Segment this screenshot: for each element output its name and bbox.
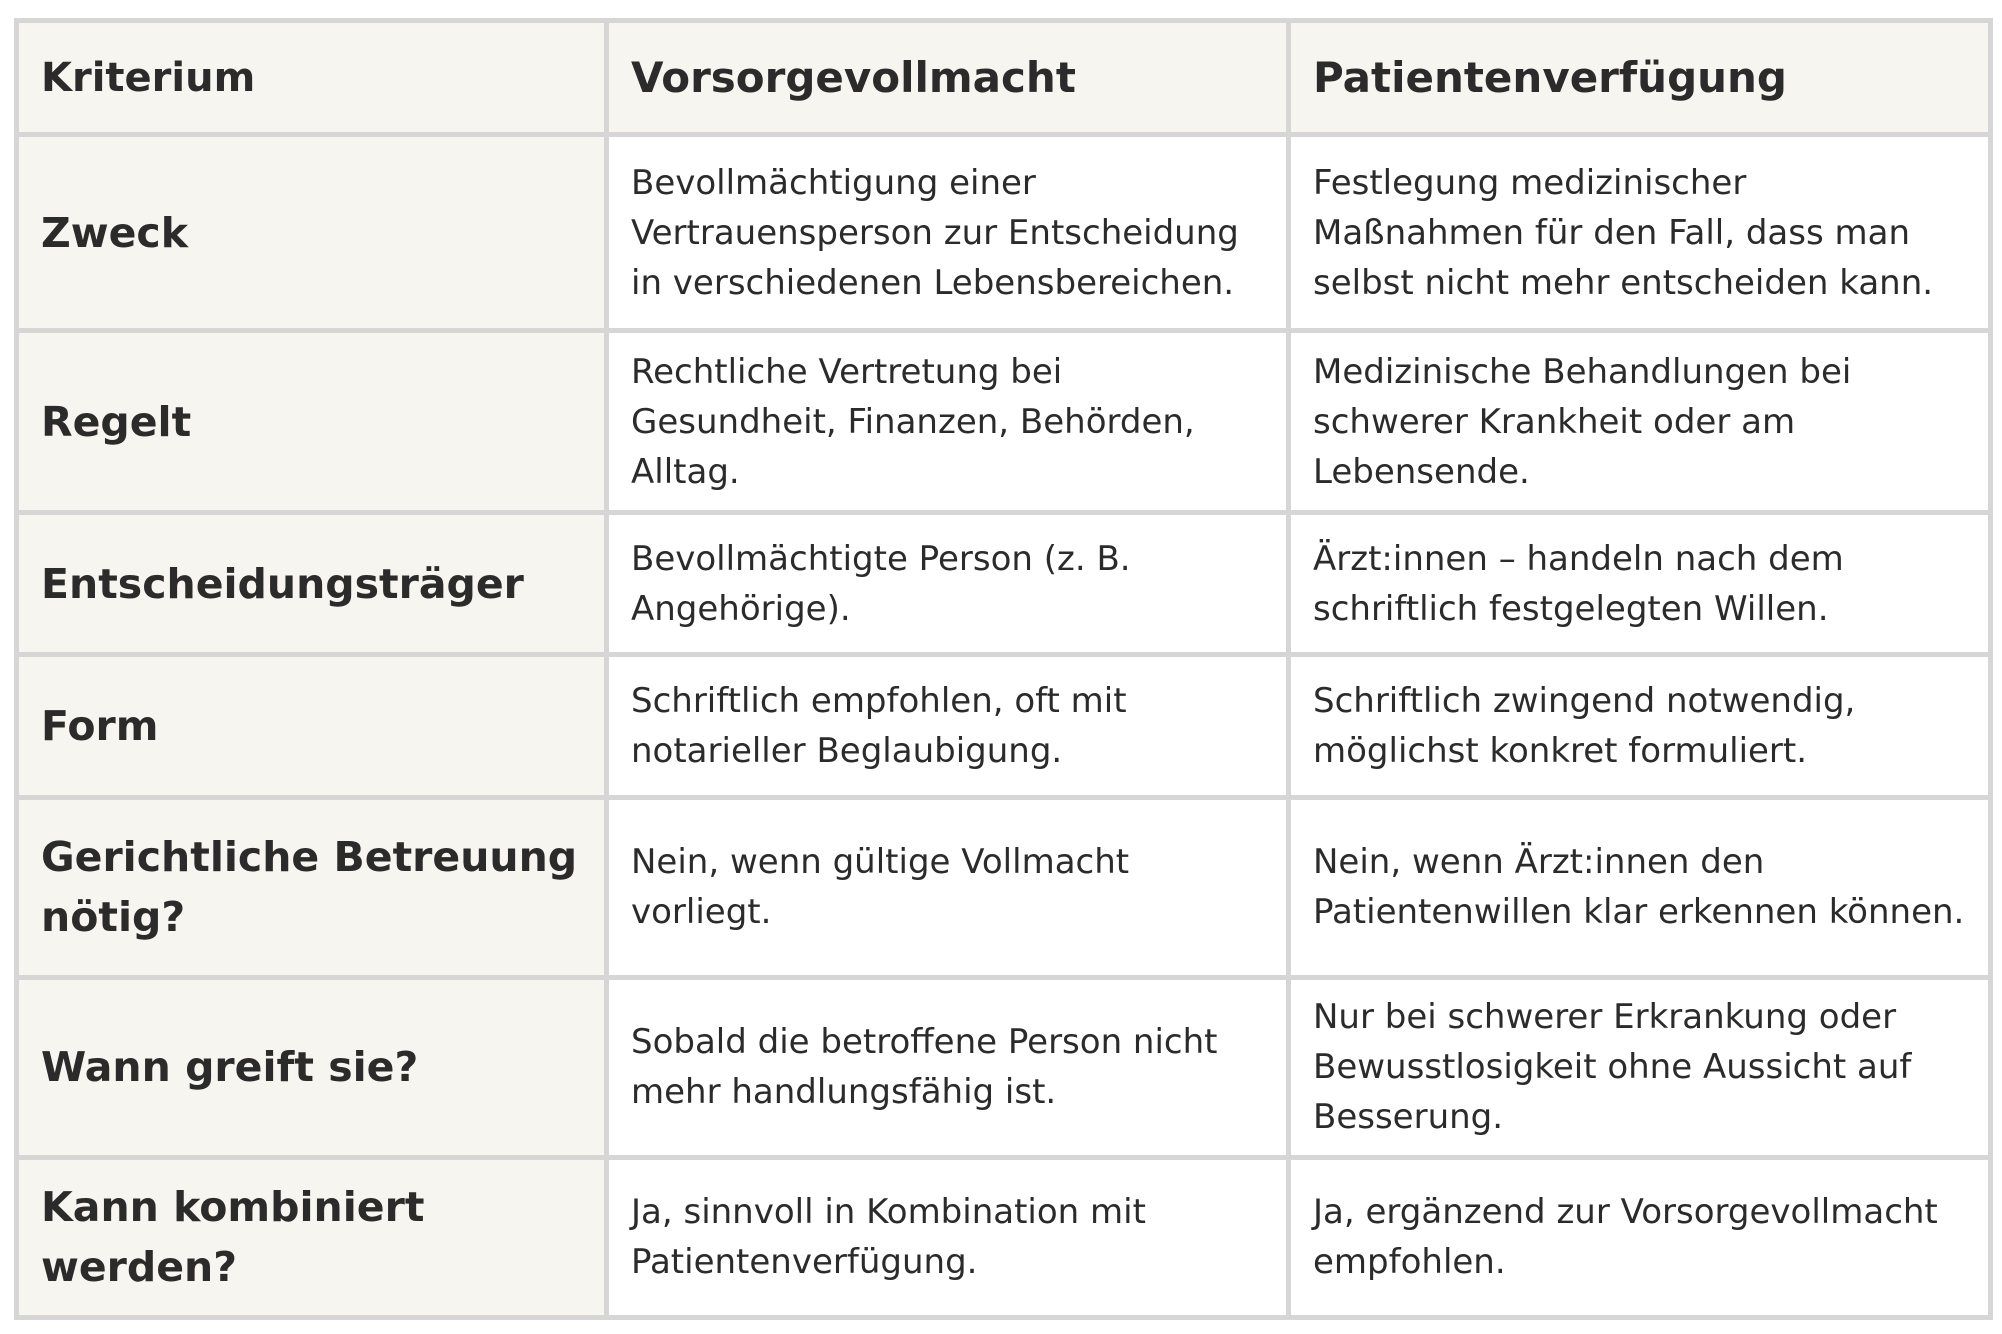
vollmacht-cell: Ja, sinnvoll in Kombination mit Patientenverfügung.: [607, 1157, 1289, 1317]
verfuegung-cell: Medizinische Behandlungen bei schwerer Krankheit oder am Lebensende.: [1289, 331, 1991, 513]
header-criterion: Kriterium: [17, 21, 607, 135]
table-row: [17, 1157, 1991, 1317]
table-body: [17, 135, 1991, 1318]
table-row: [17, 331, 1991, 513]
criterion-cell: Kann kombiniert werden?: [17, 1157, 607, 1317]
comparison-table: [14, 18, 1993, 1320]
verfuegung-cell: Schriftlich zwingend notwendig, möglichst konkret formuliert.: [1289, 655, 1991, 797]
verfuegung-cell: Ja, ergänzend zur Vorsorgevollmacht empfohlen.: [1289, 1157, 1991, 1317]
vollmacht-cell: Sobald die betroffene Person nicht mehr handlungsfähig ist.: [607, 977, 1289, 1157]
vollmacht-cell: Rechtliche Vertretung bei Gesundheit, Finanzen, Behörden, Alltag.: [607, 331, 1289, 513]
criterion-cell: Zweck: [17, 135, 607, 331]
criterion-cell: Entscheidungsträger: [17, 513, 607, 655]
vollmacht-cell: Bevollmächtigung einer Vertrauensperson zur Entscheidung in verschiedenen Lebensbereichen.: [607, 135, 1289, 331]
vollmacht-cell: Bevollmächtigte Person (z. B. Angehörige).: [607, 513, 1289, 655]
vollmacht-cell: Nein, wenn gültige Vollmacht vorliegt.: [607, 797, 1289, 977]
comparison-table-container: [14, 18, 1988, 1320]
verfuegung-cell: Nur bei schwerer Erkrankung oder Bewusstlosigkeit ohne Aussicht auf Besserung.: [1289, 977, 1991, 1157]
header-vorsorgevollmacht: Vorsorgevollmacht: [607, 21, 1289, 135]
table-row: [17, 513, 1991, 655]
table-header: [17, 21, 1991, 135]
header-patientenverfuegung: Patientenverfügung: [1289, 21, 1991, 135]
vollmacht-cell: Schriftlich empfohlen, oft mit notarieller Beglaubigung.: [607, 655, 1289, 797]
criterion-cell: Gerichtliche Betreuung nötig?: [17, 797, 607, 977]
verfuegung-cell: Ärzt:innen – handeln nach dem schriftlich festgelegten Willen.: [1289, 513, 1991, 655]
table-row: [17, 655, 1991, 797]
verfuegung-cell: Festlegung medizinischer Maßnahmen für den Fall, dass man selbst nicht mehr entscheiden kann.: [1289, 135, 1991, 331]
table-row: [17, 797, 1991, 977]
criterion-cell: Regelt: [17, 331, 607, 513]
criterion-cell: Form: [17, 655, 607, 797]
table-row: [17, 977, 1991, 1157]
verfuegung-cell: Nein, wenn Ärzt:innen den Patientenwillen klar erkennen können.: [1289, 797, 1991, 977]
table-row: [17, 135, 1991, 331]
criterion-cell: Wann greift sie?: [17, 977, 607, 1157]
header-row: [17, 21, 1991, 135]
